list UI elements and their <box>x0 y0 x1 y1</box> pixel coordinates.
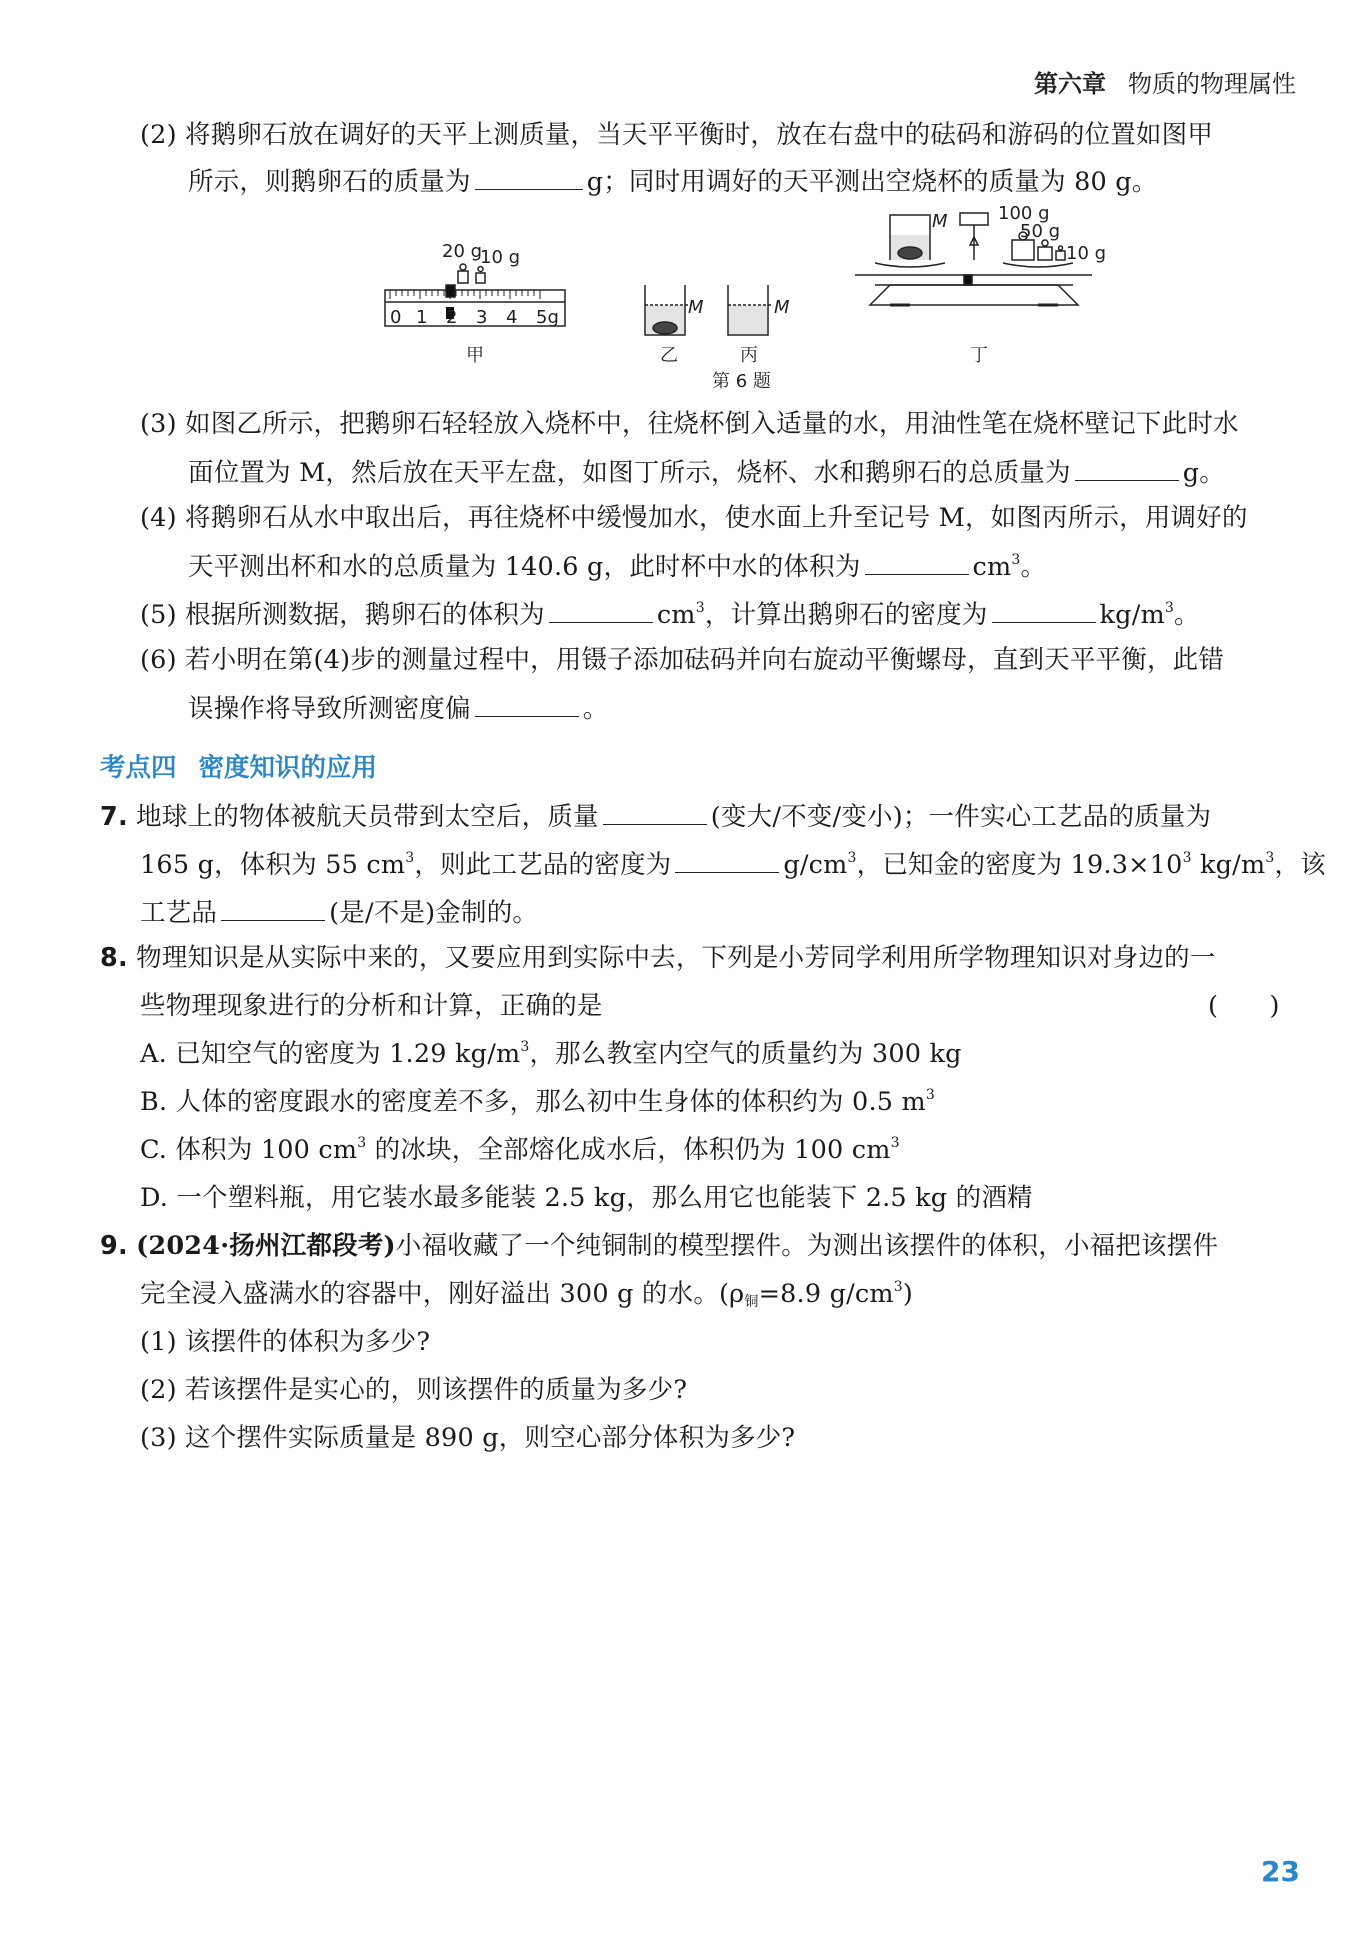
page-header <box>1034 64 1296 99</box>
q8-option-c[interactable]: C. 体积为 100 $cm^3$ 的冰块，全部熔化成水后，体积仍为 100 $cm^3$ <box>140 1135 900 1165</box>
q6-part5: (5) 根据所测数据，鹅卵石的体积为 $cm^3$，计算出鹅卵石的密度为 $kg/m^3$。 <box>140 600 1200 630</box>
weight-50g-label: 50 g <box>1020 221 1061 242</box>
q6-part4-line1: (4) 将鹅卵石从水中取出后，再往烧杯中缓慢加水，使水面上升至记号 M，如图丙所示，用调好的 <box>140 503 1248 533</box>
figure-caption: 第 6 题 <box>712 371 771 392</box>
q6-part3-line1: (3) 如图乙所示，把鹅卵石轻轻放入烧杯中，往烧杯倒入适量的水，用油性笔在烧杯壁记下此时水 <box>140 409 1239 439</box>
scale-tick-2: 2 <box>446 307 458 328</box>
q6-part6-line2: 误操作将导致所测密度偏 。 <box>188 694 609 724</box>
mark-m-ding: M <box>932 211 948 232</box>
question-source: (2024·扬州江都段考) <box>136 1231 396 1261</box>
q6-part4-line2: 天平测出杯和水的总质量为 140.6 g，此时杯中水的体积为 $cm^3$。 <box>188 552 1047 582</box>
q8-option-d[interactable]: D. 一个塑料瓶，用它装水最多能装 2.5 kg，那么用它也能装下 2.5 kg 的酒精 <box>140 1183 1033 1213</box>
answer-blank[interactable] <box>475 167 583 190</box>
q6-part2-line1: (2) 将鹅卵石放在调好的天平上测质量，当天平平衡时，放在右盘中的砝码和游码的位置如图甲 <box>140 120 1214 150</box>
q7-line3: 工艺品 (是/不是)金制的。 <box>140 898 539 928</box>
scale-tick-0: 0 <box>390 307 402 328</box>
mark-m-yi: M <box>688 297 704 318</box>
weight-100g-label: 100 g <box>998 205 1050 224</box>
q8-option-a[interactable]: A. 已知空气的密度为 1.29 $kg/m^3$，那么教室内空气的质量约为 300 kg <box>140 1039 962 1069</box>
q7-line2: 165 g，体积为 55 $cm^3$，则此工艺品的密度为 $g/cm^3$，已知金的密度为 $19.3\times 10^3$ $kg/m^3$，该 <box>140 850 1326 880</box>
question-number: 9. <box>100 1231 128 1261</box>
mark-m-bing: M <box>774 297 790 318</box>
label-jia: 甲 <box>466 345 484 366</box>
weight-20g-label: 20 g <box>442 241 483 262</box>
q8-line2: 些物理现象进行的分析和计算，正确的是 <box>140 991 603 1021</box>
label-yi: 乙 <box>660 345 678 366</box>
question-number: 8. <box>100 943 128 973</box>
q6-part2-line2: 所示，则鹅卵石的质量为 g；同时用调好的天平测出空烧杯的质量为 80 g。 <box>188 167 1158 197</box>
q9-line1: 9. (2024·扬州江都段考)小福收藏了一个纯铜制的模型摆件。为测出该摆件的体积，小福把该摆件 <box>100 1231 1219 1261</box>
answer-blank[interactable] <box>1075 458 1179 481</box>
scale-tick-5: 5g <box>536 307 559 328</box>
answer-blank[interactable] <box>221 898 325 921</box>
answer-blank[interactable] <box>475 694 579 717</box>
chapter-title: 物质的物理属性 <box>1128 70 1296 98</box>
q8-option-b[interactable]: B. 人体的密度跟水的密度差不多，那么初中生身体的体积约为 0.5 $m^3$ <box>140 1087 936 1117</box>
answer-blank[interactable] <box>603 802 707 825</box>
section-title: 考点四 密度知识的应用 <box>100 753 378 783</box>
q9-sub1: (1) 该摆件的体积为多少? <box>140 1327 431 1357</box>
answer-blank[interactable] <box>992 600 1096 623</box>
q9-sub3: (3) 这个摆件实际质量是 890 g，则空心部分体积为多少? <box>140 1423 796 1453</box>
scale-tick-1: 1 <box>416 307 428 328</box>
label-bing: 丙 <box>740 345 758 366</box>
q6-figure <box>370 205 1130 395</box>
q7-line1: 7. 地球上的物体被航天员带到太空后，质量 (变大/不变/变小)；一件实心工艺品的质量为 <box>100 802 1212 832</box>
q6-part6-line1: (6) 若小明在第(4)步的测量过程中，用镊子添加砝码并向右旋动平衡螺母，直到天平平衡，此错 <box>140 645 1225 675</box>
answer-blank[interactable] <box>675 850 779 873</box>
label-ding: 丁 <box>970 345 988 366</box>
scale-tick-3: 3 <box>476 307 488 328</box>
figure-bing-beaker <box>728 285 772 335</box>
answer-blank[interactable] <box>549 600 653 623</box>
answer-blank[interactable] <box>865 552 969 575</box>
q8-answer-paren[interactable]: ( ) <box>1208 991 1280 1021</box>
page-number: 23 <box>1261 1855 1300 1888</box>
scale-tick-4: 4 <box>506 307 518 328</box>
question-number: 7. <box>100 802 128 832</box>
weight-10g-label: 10 g <box>480 247 521 268</box>
q8-line1: 8. 物理知识是从实际中来的，又要应用到实际中去，下列是小芳同学利用所学物理知识对身边的一 <box>100 943 1216 973</box>
q9-line2: 完全浸入盛满水的容器中，刚好溢出 300 g 的水。($\rho_铜=8.9$ $g/cm^3$) <box>140 1279 914 1310</box>
q9-sub2: (2) 若该摆件是实心的，则该摆件的质量为多少? <box>140 1375 688 1405</box>
figure-yi-beaker <box>645 285 692 335</box>
weight-10g-ding-label: 10 g <box>1066 243 1107 264</box>
chapter-label: 第六章 <box>1034 70 1106 98</box>
q6-part3-line2: 面位置为 M，然后放在天平左盘，如图丁所示，烧杯、水和鹅卵石的总质量为 g。 <box>188 458 1225 488</box>
